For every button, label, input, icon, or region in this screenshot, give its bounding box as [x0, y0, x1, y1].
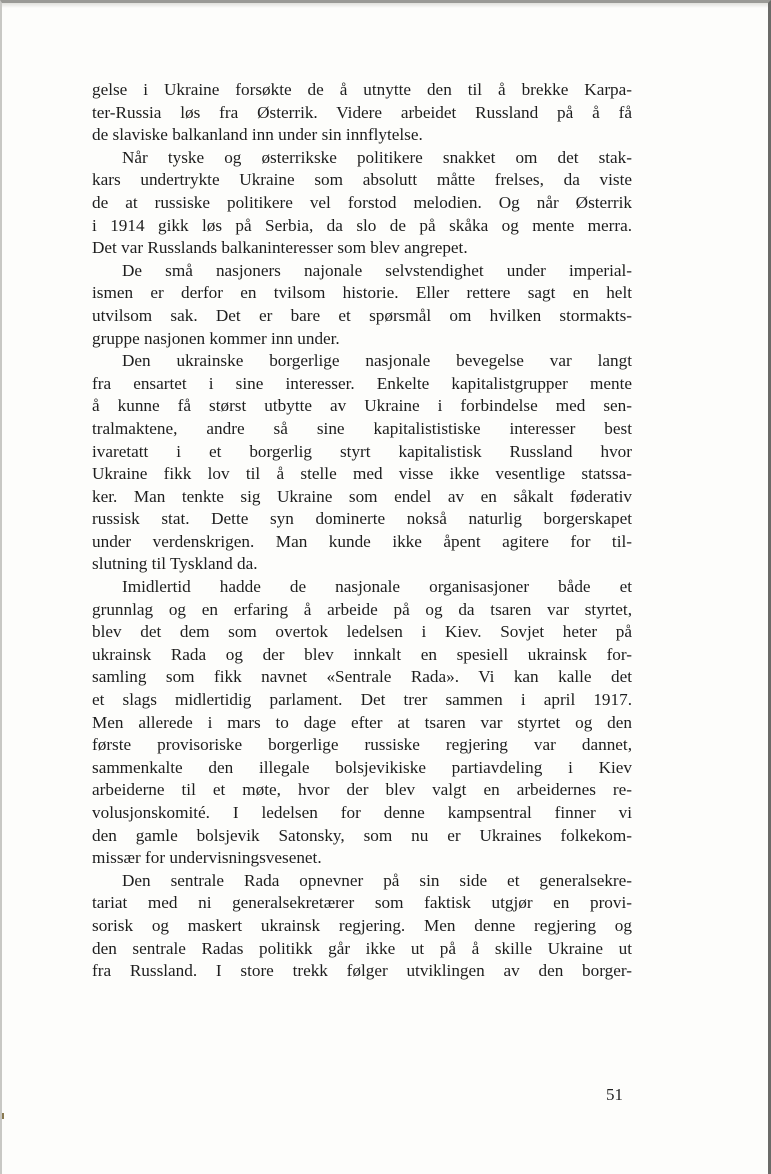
text-line: de slaviske balkanland inn under sin innflytelse. — [92, 125, 423, 145]
text-line: gruppe nasjonen kommer inn under. — [92, 328, 340, 348]
text-line: den sentrale Radas politikk går ikke ut på å skille Ukraine ut — [92, 938, 632, 958]
text-line: Det var Russlands balkaninteresser som blev angrepet. — [92, 238, 468, 258]
text-line: ismen er derfor en tvilsom historie. Eller rettere sagt en helt — [92, 283, 632, 303]
paragraph — [92, 79, 632, 147]
text-line: volusjonskomité. I ledelsen for denne kampsentral finner vi — [92, 803, 632, 822]
margin-mark — [2, 1113, 4, 1119]
text-line: slutning til Tyskland da. — [92, 554, 258, 574]
text-line: Men allerede i mars to dage efter at tsaren var styrtet og den — [92, 712, 632, 732]
text-line: et slags midlertidig parlament. Det trer sammen i april 1917. — [92, 690, 632, 710]
text-line: gelse i Ukraine forsøkte de å utnytte den til å brekke Karpa- — [92, 80, 632, 99]
text-line: ter-Russia løs fra Østerrik. Videre arbeidet Russland på å få — [92, 102, 632, 122]
text-line: den gamle bolsjevik Satonsky, som nu er Ukraines folkekom- — [92, 825, 632, 845]
text-line: i 1914 gikk løs på Serbia, da slo de på skåka og mente merra. — [92, 215, 632, 235]
paragraph — [92, 350, 632, 576]
text-line: de at russiske politikere vel forstod melodien. Og når Østerrik — [92, 192, 632, 212]
page-number: 51 — [606, 1085, 623, 1104]
text-line: Den sentrale Rada opnevner på sin side et generalsekre- — [122, 870, 632, 890]
text-line: russisk stat. Dette syn dominerte nokså naturlig borgerskapet — [92, 509, 632, 529]
text-line: Ukraine fikk lov til å stelle med visse ikke vesentlige statssa- — [92, 464, 632, 484]
text-line: De små nasjoners najonale selvstendighet under imperial- — [122, 260, 632, 280]
text-line: utvilsom sak. Det er bare et spørsmål om hvilken stormakts- — [92, 305, 632, 325]
text-line: kars undertrykte Ukraine som absolutt måtte frelses, da viste — [92, 170, 632, 190]
text-line: under verdenskrigen. Man kunde ikke åpent agitere for til- — [92, 531, 632, 551]
text-line: tariat med ni generalsekretærer som faktisk utgjør en provi- — [92, 893, 632, 913]
paragraph — [92, 576, 632, 870]
text-line: blev det dem som overtok ledelsen i Kiev. Sovjet heter på — [92, 622, 632, 642]
text-line: tralmaktene, andre så sine kapitalististiske interesser best — [92, 418, 632, 438]
text-line: Den ukrainske borgerlige nasjonale bevegelse var langt — [122, 351, 632, 371]
text-line: fra Russland. I store trekk følger utviklingen av den borger- — [92, 961, 632, 981]
body-text — [92, 79, 632, 983]
text-line: ker. Man tenkte sig Ukraine som endel av en såkalt føderativ — [92, 486, 632, 506]
paragraph — [92, 870, 632, 983]
paragraph — [92, 260, 632, 350]
text-line: grunnlag og en erfaring å arbeide på og da tsaren var styrtet, — [92, 599, 632, 619]
text-line: ukrainsk Rada og der blev innkalt en spesiell ukrainsk for- — [92, 644, 632, 664]
text-line: fra ensartet i sine interesser. Enkelte kapitalistgrupper mente — [92, 373, 632, 393]
text-line: Når tyske og østerrikske politikere snakket om det stak- — [122, 147, 632, 167]
text-line: å kunne få størst utbytte av Ukraine i forbindelse med sen- — [92, 396, 632, 416]
page-top-edge — [2, 3, 768, 8]
text-line: arbeiderne til et møte, hvor der blev valgt en arbeidernes re- — [92, 780, 632, 800]
text-line: ivaretatt i et borgerlig styrt kapitalistisk Russland hvor — [92, 441, 632, 461]
text-line: sammenkalte den illegale bolsjevikiske partiavdeling i Kiev — [92, 757, 632, 777]
paragraph — [92, 147, 632, 260]
text-line: Imidlertid hadde de nasjonale organisasjoner både et — [122, 577, 632, 597]
text-line: sorisk og maskert ukrainsk regjering. Men denne regjering og — [92, 915, 632, 935]
text-line: første provisoriske borgerlige russiske regjering var dannet, — [92, 735, 632, 755]
text-line: samling som fikk navnet «Sentrale Rada». Vi kan kalle det — [92, 667, 632, 687]
text-line: missær for undervisningsvesenet. — [92, 848, 322, 868]
